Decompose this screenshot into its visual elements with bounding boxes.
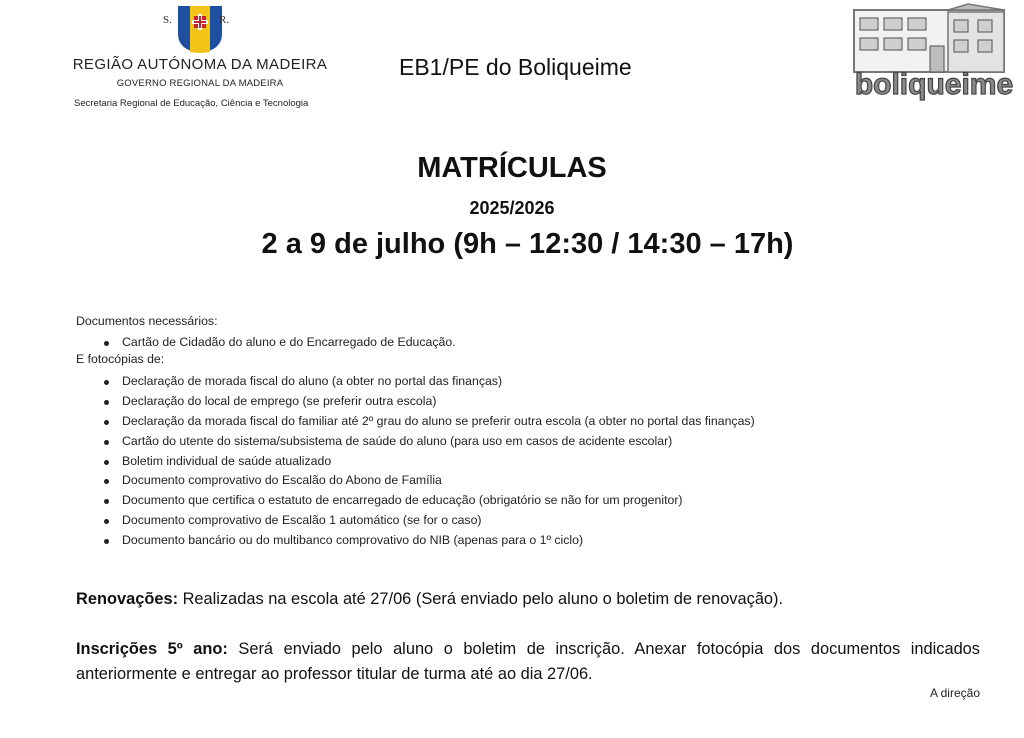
list-item: Boletim individual de saúde atualizado bbox=[98, 452, 755, 472]
government-title: GOVERNO REGIONAL DA MADEIRA bbox=[116, 78, 284, 89]
school-name: EB1/PE do Boliqueime bbox=[399, 54, 632, 80]
signature: A direção bbox=[929, 686, 980, 700]
school-year: 2025/2026 bbox=[469, 198, 555, 218]
crest-letter-s: S. bbox=[163, 14, 172, 26]
list-item: Documento que certifica o estatuto de encarregado de educação (obrigatório se não for um progenitor) bbox=[98, 491, 755, 511]
list-item: Documento bancário ou do multibanco comprovativo do NIB (apenas para o 1º ciclo) bbox=[98, 531, 755, 551]
required-documents-list bbox=[98, 333, 456, 353]
list-item: Declaração da morada fiscal do familiar até 2º grau do aluno se preferir outra escola (a obter no portal das finanças) bbox=[98, 412, 755, 432]
inscricoes-label: Inscrições 5º ano: bbox=[76, 640, 228, 658]
secretaria-name: Secretaria Regional de Educação, Ciência e Tecnologia bbox=[74, 98, 309, 109]
boliqueime-school-logo bbox=[848, 2, 1018, 104]
list-item: Documento comprovativo do Escalão do Abono de Família bbox=[98, 471, 755, 491]
documents-label: Documentos necessários: bbox=[76, 314, 218, 328]
list-item: Declaração de morada fiscal do aluno (a obter no portal das finanças) bbox=[98, 372, 755, 392]
inscricoes-paragraph bbox=[76, 637, 980, 687]
enrollment-dates: 2 a 9 de julho (9h – 12:30 / 14:30 – 17h) bbox=[261, 228, 794, 260]
crest-letter-r: R. bbox=[219, 14, 230, 26]
logo-text: boliqueime bbox=[854, 68, 1014, 101]
inscricoes-text: Será enviado pelo aluno o boletim de inscrição. Anexar fotocópia dos documentos indicados anteriormente e entregar ao professor titular de turma até ao dia 27/06. bbox=[76, 640, 980, 683]
list-item: Cartão do utente do sistema/subsistema de saúde do aluno (para uso em casos de acidente escolar) bbox=[98, 432, 755, 452]
renovacoes-text: Realizadas na escola até 27/06 (Será enviado pelo aluno o boletim de renovação). bbox=[178, 590, 784, 608]
list-item: Declaração do local de emprego (se preferir outra escola) bbox=[98, 392, 755, 412]
madeira-coat-of-arms-icon bbox=[150, 4, 250, 54]
copies-documents-list bbox=[98, 372, 755, 551]
page-title: MATRÍCULAS bbox=[417, 152, 607, 184]
renovacoes-paragraph bbox=[76, 590, 783, 609]
renovacoes-label: Renovações: bbox=[76, 590, 179, 608]
list-item: Cartão de Cidadão do aluno e do Encarregado de Educação. bbox=[98, 333, 456, 353]
copies-label: E fotocópias de: bbox=[76, 352, 165, 366]
list-item: Documento comprovativo de Escalão 1 automático (se for o caso) bbox=[98, 511, 755, 531]
region-title: REGIÃO AUTÓNOMA DA MADEIRA bbox=[72, 56, 328, 73]
